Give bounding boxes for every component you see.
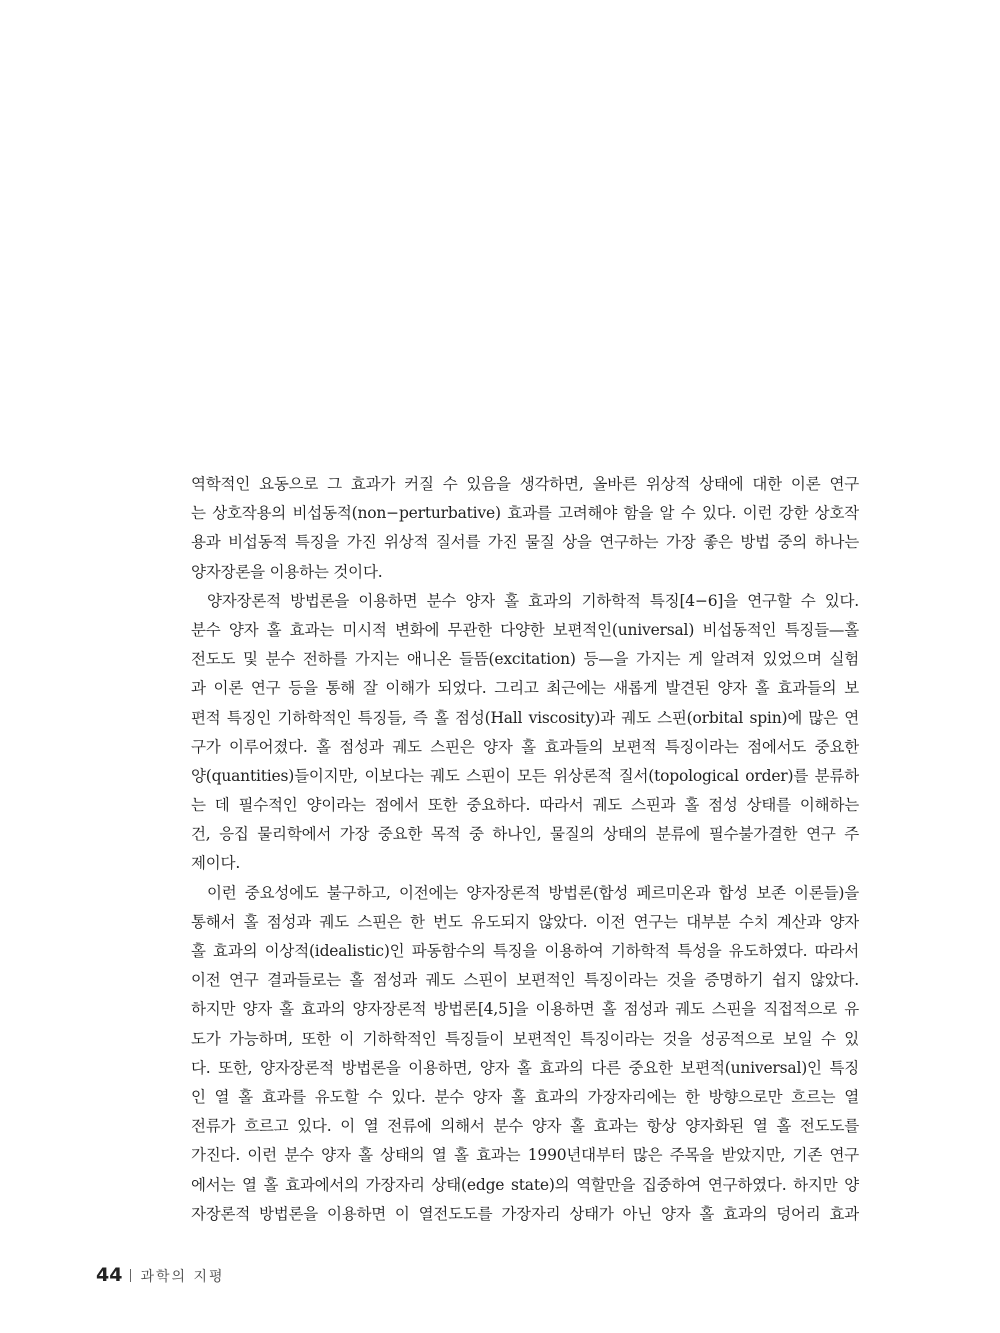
text-line: 분수 양자 홀 효과는 미시적 변화에 무관한 다양한 보편적인(universal) 비섭동적인 특징들—홀 [191,620,859,639]
text-line: 전류가 흐르고 있다. 이 열 전류에 의해서 분수 양자 홀 효과는 항상 양자화된 열 홀 전도도를 [191,1117,859,1136]
text-line: 인 열 홀 효과를 유도할 수 있다. 분수 양자 홀 효과의 가장자리에는 한 방향으로만 흐르는 열 [191,1087,859,1106]
text-line: 는 상호작용의 비섭동적(non−perturbative) 효과를 고려해야 함을 알 수 있다. 이런 강한 상호작 [191,504,859,523]
text-line: 용과 비섭동적 특징을 가진 위상적 질서를 가진 물질 상을 연구하는 가장 좋은 방법 중의 하나는 [191,533,859,552]
page-number: 44 [96,1264,123,1286]
text-line: 과 이론 연구 등을 통해 잘 이해가 되었다. 그리고 최근에는 새롭게 발견된 양자 홀 효과들의 보 [191,679,859,698]
text-line: 에서는 열 홀 효과에서의 가장자리 상태(edge state)의 역할만을 집중하여 연구하였다. 하지만 양 [191,1175,859,1194]
text-line: 양(quantities)들이지만, 이보다는 궤도 스핀이 모든 위상론적 질서(topological order)를 분류하 [191,766,859,785]
text-line: 는 데 필수적인 양이라는 점에서 또한 중요하다. 따라서 궤도 스핀과 홀 점성 상태를 이해하는 [191,796,859,815]
text-line: 이전 연구 결과들로는 홀 점성과 궤도 스핀이 보편적인 특징이라는 것을 증명하기 쉽지 않았다. [191,971,859,990]
footer-divider [130,1269,131,1282]
text-line: 구가 이루어졌다. 홀 점성과 궤도 스핀은 양자 홀 효과들의 보편적 특징이라는 점에서도 중요한 [191,737,859,756]
text-line: 하지만 양자 홀 효과의 양자장론적 방법론[4,5]을 이용하면 홀 점성과 궤도 스핀을 직접적으로 유 [191,1000,859,1019]
text-line: 건, 응집 물리학에서 가장 중요한 목적 중 하나인, 물질의 상태의 분류에 필수불가결한 연구 주 [191,825,859,844]
text-line: 편적 특징인 기하학적인 특징들, 즉 홀 점성(Hall viscosity)과 궤도 스핀(orbital spin)에 많은 연 [191,708,859,727]
paragraph [191,587,859,879]
text-line: 자장론적 방법론을 이용하면 이 열전도도를 가장자리 상태가 아닌 양자 홀 효과의 덩어리 효과 [191,1204,859,1223]
text-line: 통해서 홀 점성과 궤도 스핀은 한 번도 유도되지 않았다. 이전 연구는 대부분 수치 계산과 양자 [191,912,859,931]
text-line: 도가 가능하며, 또한 이 기하학적인 특징들이 보편적인 특징이라는 것을 성공적으로 보일 수 있 [191,1029,859,1048]
paragraph [191,470,859,587]
text-line: 가진다. 이런 분수 양자 홀 상태의 열 홀 효과는 1990년대부터 많은 주목을 받았지만, 기존 연구 [191,1146,859,1165]
text-line: 전도도 및 분수 전하를 가지는 애니온 들뜸(excitation) 등—을 가지는 게 알려져 있었으며 실험 [191,650,859,669]
body-text [191,470,859,1229]
text-line: 홀 효과의 이상적(idealistic)인 파동함수의 특징을 이용하여 기하학적 특성을 유도하였다. 따라서 [191,942,859,960]
paragraph [191,879,859,1229]
text-line: 다. 또한, 양자장론적 방법론을 이용하면, 양자 홀 효과의 다른 중요한 보편적(universal)인 특징 [191,1058,859,1077]
text-line: 이런 중요성에도 불구하고, 이전에는 양자장론적 방법론(합성 페르미온과 합성 보존 이론들)을 [207,883,859,902]
text-line: 양자장론을 이용하는 것이다. [191,562,383,581]
text-line: 역학적인 요동으로 그 효과가 커질 수 있음을 생각하면, 올바른 위상적 상태에 대한 이론 연구 [191,475,859,493]
journal-name: 과학의 지평 [140,1269,225,1285]
text-line: 제이다. [191,854,241,873]
text-line: 양자장론적 방법론을 이용하면 분수 양자 홀 효과의 기하학적 특징[4−6]을 연구할 수 있다. [207,591,859,610]
page-footer [96,1264,225,1286]
